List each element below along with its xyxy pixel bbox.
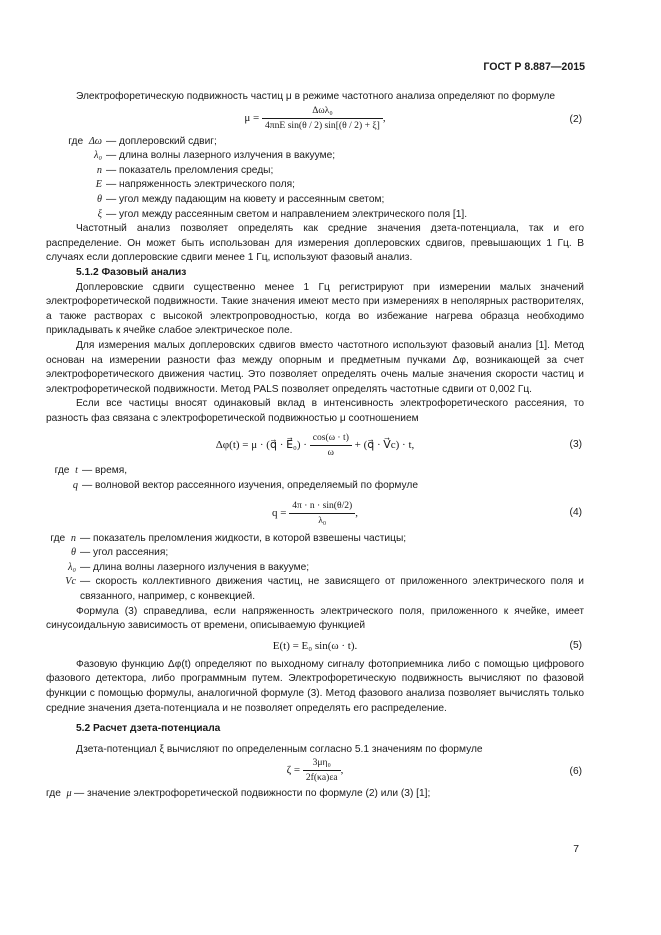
formula-5	[46, 634, 584, 658]
formula-2-denominator: 4πnE sin(θ / 2) sin[(θ / 2) + ξ]	[265, 119, 380, 131]
definition-symbol: ξ	[97, 208, 102, 220]
definition-text: — время,	[82, 465, 128, 477]
definition-row	[46, 193, 584, 208]
definition-symbol: Δω	[88, 135, 102, 147]
definition-text: — угол между падающим на кювету и рассеянным светом;	[106, 193, 385, 205]
definition-text: — напряженность электрического поля;	[106, 179, 295, 191]
definition-lead: где Δω	[68, 135, 102, 147]
formula-4-fraction	[289, 500, 355, 527]
paragraph-phase-method: Для измерения малых доплеровских сдвигов вместо частотного используют фазовый анализ [1]. Метод основан на измерении разности фаз между опорным и предметным пучками Δφ, возникающей за счет электрофоретического движения частиц. Это позволяет определять очень малые значения скорости частиц и электрофоретической подвижности. Метод PALS позволяет определять частотные сдвиги от 0,002 Гц.	[46, 339, 584, 395]
formula-6-tail: ,	[340, 764, 344, 777]
formula-6-number: (6)	[569, 766, 582, 778]
definition-symbol: n	[70, 532, 76, 544]
formula-4	[46, 494, 584, 532]
definition-symbol: λ₀	[94, 150, 102, 162]
formula-3-denominator: ω	[327, 447, 334, 459]
formula-3	[46, 426, 584, 464]
definition-row	[46, 561, 584, 576]
definition-row	[46, 532, 584, 547]
definition-symbol: n	[96, 164, 102, 176]
definition-row	[46, 135, 584, 150]
definition-text: — доплеровский сдвиг;	[106, 135, 217, 147]
formula-3-numerator: cos(ω · t)	[310, 432, 352, 446]
section-heading-5-1-2: 5.1.2 Фазовый анализ	[76, 266, 187, 278]
definitions-formula-2	[46, 135, 584, 223]
definition-text: — угол между рассеянным светом и направлением электрического поля [1].	[106, 208, 468, 220]
paragraph-phase-relation: Если все частицы вносят одинаковый вклад в интенсивность электрофоретического рассеяния, то разность фаз связана с электрофоретической подвижностью μ соотношением	[46, 398, 584, 424]
paragraph-small-shifts: Доплеровские сдвиги существенно менее 1 Гц регистрируют при измерении малых значений электрофоретической подвижности. Такие значения имеют место при измерениях в неполярных растворителях, а также растворах с высокой электропроводностью, когда во избежание нагрева образца необходимо прикладывать к ячейке слабое электрическое поле.	[46, 281, 584, 337]
definition-text: — значение электрофоретической подвижности по формуле (2) или (3) [1];	[74, 788, 431, 800]
definition-text: — волновой вектор рассеянного изучения, определяемый по формуле	[82, 480, 419, 492]
formula-4-number: (4)	[569, 506, 582, 518]
definition-symbol: θ	[70, 547, 76, 559]
formula-5-number: (5)	[569, 639, 582, 651]
definitions-formula-6	[46, 787, 584, 802]
definition-symbol: Vc	[65, 576, 76, 588]
page-content	[46, 90, 584, 802]
formula-5-expression: E(t) = E₀ sin(ω · t).	[272, 639, 358, 652]
formula-6-numerator: 3μη₀	[303, 757, 341, 771]
definition-symbol: θ	[96, 193, 102, 205]
definition-text: — показатель преломления жидкости, в которой взвешены частицы;	[80, 532, 407, 544]
definition-row	[46, 178, 584, 193]
definition-row	[46, 479, 584, 494]
paragraph-zeta-calc: Дзета-потенциал ξ вычисляют по определенным согласно 5.1 значениям по формуле	[76, 743, 483, 755]
formula-3-number: (3)	[569, 439, 582, 451]
definition-lead: где n	[50, 532, 76, 544]
formula-3-fraction	[310, 432, 352, 459]
definitions-formula-3	[46, 464, 584, 493]
paragraph-mobility-intro: Электрофоретическую подвижность частиц μ в режиме частотного анализа определяют по формуле	[76, 91, 556, 102]
definition-row	[46, 546, 584, 561]
formula-3-lhs: Δφ(t) = μ · (q⃗ · E⃗₀) ·	[215, 439, 307, 452]
definition-lead: где μ	[46, 788, 72, 800]
definition-symbol: q	[72, 480, 78, 492]
definition-text: — показатель преломления среды;	[106, 164, 274, 176]
formula-2-fraction	[262, 105, 383, 132]
standard-header: ГОСТ Р 8.887—2015	[483, 61, 585, 73]
formula-2-numerator: Δωλ₀	[262, 105, 383, 119]
formula-6	[46, 757, 584, 787]
formula-4-tail: ,	[355, 506, 359, 519]
formula-6-lhs: ζ =	[286, 764, 301, 777]
paragraph-phase-function: Фазовую функцию Δφ(t) определяют по выходному сигналу фотоприемника либо с помощью цифрового фазового детектора, либо программным путем. Электрофоретическую подвижность вычисляют по фазовой функции с помощью формулы, аналогичной формуле (3). Метод фазового анализа позволяет вычислять только средние значения дзета-потенциала и не позволяет определять его распределение.	[46, 658, 584, 714]
page-number: 7	[573, 844, 579, 855]
formula-6-fraction	[303, 757, 341, 784]
formula-6-denominator: 2f(κa)εa	[305, 772, 338, 784]
definition-row	[46, 208, 584, 223]
definition-text: — длина волны лазерного излучения в вакууме;	[106, 150, 336, 162]
definition-text: — длина волны лазерного излучения в вакууме;	[80, 561, 310, 573]
paragraph-frequency-analysis: Частотный анализ позволяет определять как средние значения дзета-потенциала, так и его распределение. Он может быть использован для измерения доплеровских сдвигов, превышающих 1 Гц. В случаях если доплеровские сдвиги менее 1 Гц, используют фазовый анализ.	[46, 223, 584, 264]
definition-symbol: E	[95, 179, 102, 191]
definition-text: — угол рассеяния;	[80, 547, 169, 559]
definition-symbol: t	[75, 465, 78, 477]
definition-lead: где t	[54, 465, 78, 477]
definitions-formula-4	[46, 532, 584, 605]
formula-4-lhs: q =	[271, 506, 287, 519]
definition-symbol: λ₀	[68, 561, 76, 573]
formula-4-numerator: 4π · n · sin(θ/2)	[289, 500, 355, 514]
definition-text: — скорость коллективного движения частиц, не зависящего от приложенного электрического поля и связанного, например, с конвекцией.	[80, 576, 584, 603]
formula-3-rhs: + (q⃗ · V⃗c) · t,	[354, 439, 415, 452]
definition-row	[46, 464, 584, 479]
definition-row	[46, 164, 584, 179]
formula-2-tail: ,	[382, 111, 386, 124]
definition-symbol: μ	[66, 788, 72, 800]
definition-row	[46, 149, 584, 164]
definition-row	[46, 575, 584, 604]
formula-2-number: (2)	[569, 113, 582, 125]
definition-row	[46, 787, 584, 802]
section-heading-5-2: 5.2 Расчет дзета-потенциала	[76, 723, 221, 735]
paragraph-formula-3-validity: Формула (3) справедлива, если напряженность электрического поля, приложенного к ячейке, имеет синусоидальную зависимость от времени, описываемую функцией	[46, 605, 584, 632]
formula-4-denominator: λ₀	[318, 514, 327, 526]
formula-2	[46, 105, 584, 135]
formula-2-lhs: μ =	[244, 111, 260, 124]
